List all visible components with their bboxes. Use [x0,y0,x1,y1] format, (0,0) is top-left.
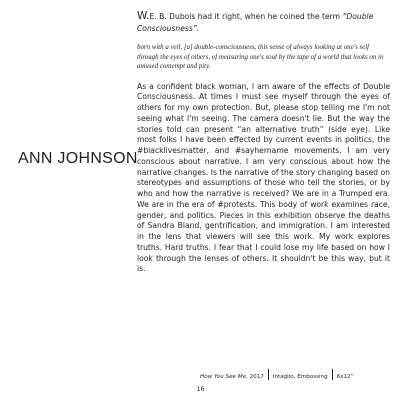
page-number: 16 [196,385,205,393]
artist-statement: As a confident black woman, I am aware of the effects of Double Consciousness. At times I must see myself through the eyes of others for my own protection. But, please stop telling me I'm not seeing what I'm seeing. The camera doesn't lie. But the way the stories told can present “an alternative truth” (side eye). Like most folks I have been effected by current events in politics, the #blacklivesmatter, and #sayhername movements. I am very conscious about narrative. I am very conscious about how the narrative changes. Is the narrative of the story changing based on stereotypes and assumptions of those who tell the stories, or by who and how the narrative is received? We are in a Trumped era. We are in the era of #protests. This body of work examines race, gender, and politics. Pieces in this exhibition observe the deaths of Sandra Bland, gentrification, and immigration. I am interested in the lens that viewers will see this work. My work explores truths. Hard truths. I fear that I could lose my life based on how I look through the lenses of others. It shouldn't be this way, but it is. [137,81,390,274]
dubois-quote: born with a veil, [a] double-consciousness, this sense of always looking at one's self through the eyes of others, of measuring one's soul by the tape of a world that looks on in amused contempt and pity. [137,44,384,70]
artwork-medium: Intaglio, Embossing [272,374,328,380]
credit-divider [332,369,333,380]
text-column [137,10,390,275]
intro-text: E. B. Dubois had it right, when he coined the term [149,12,343,21]
artwork-year: , 2017 [246,374,264,380]
artwork-credit [200,369,395,380]
artwork-title: How You See Me [200,374,247,380]
artwork-size: 6x12” [336,374,354,380]
credit-divider [268,369,269,380]
artist-name: ANN JOHNSON [18,150,138,167]
intro-line [137,10,390,35]
intro-term: “Double Consciousness”. [137,12,374,33]
intro-lead-letter: W. [137,10,150,22]
